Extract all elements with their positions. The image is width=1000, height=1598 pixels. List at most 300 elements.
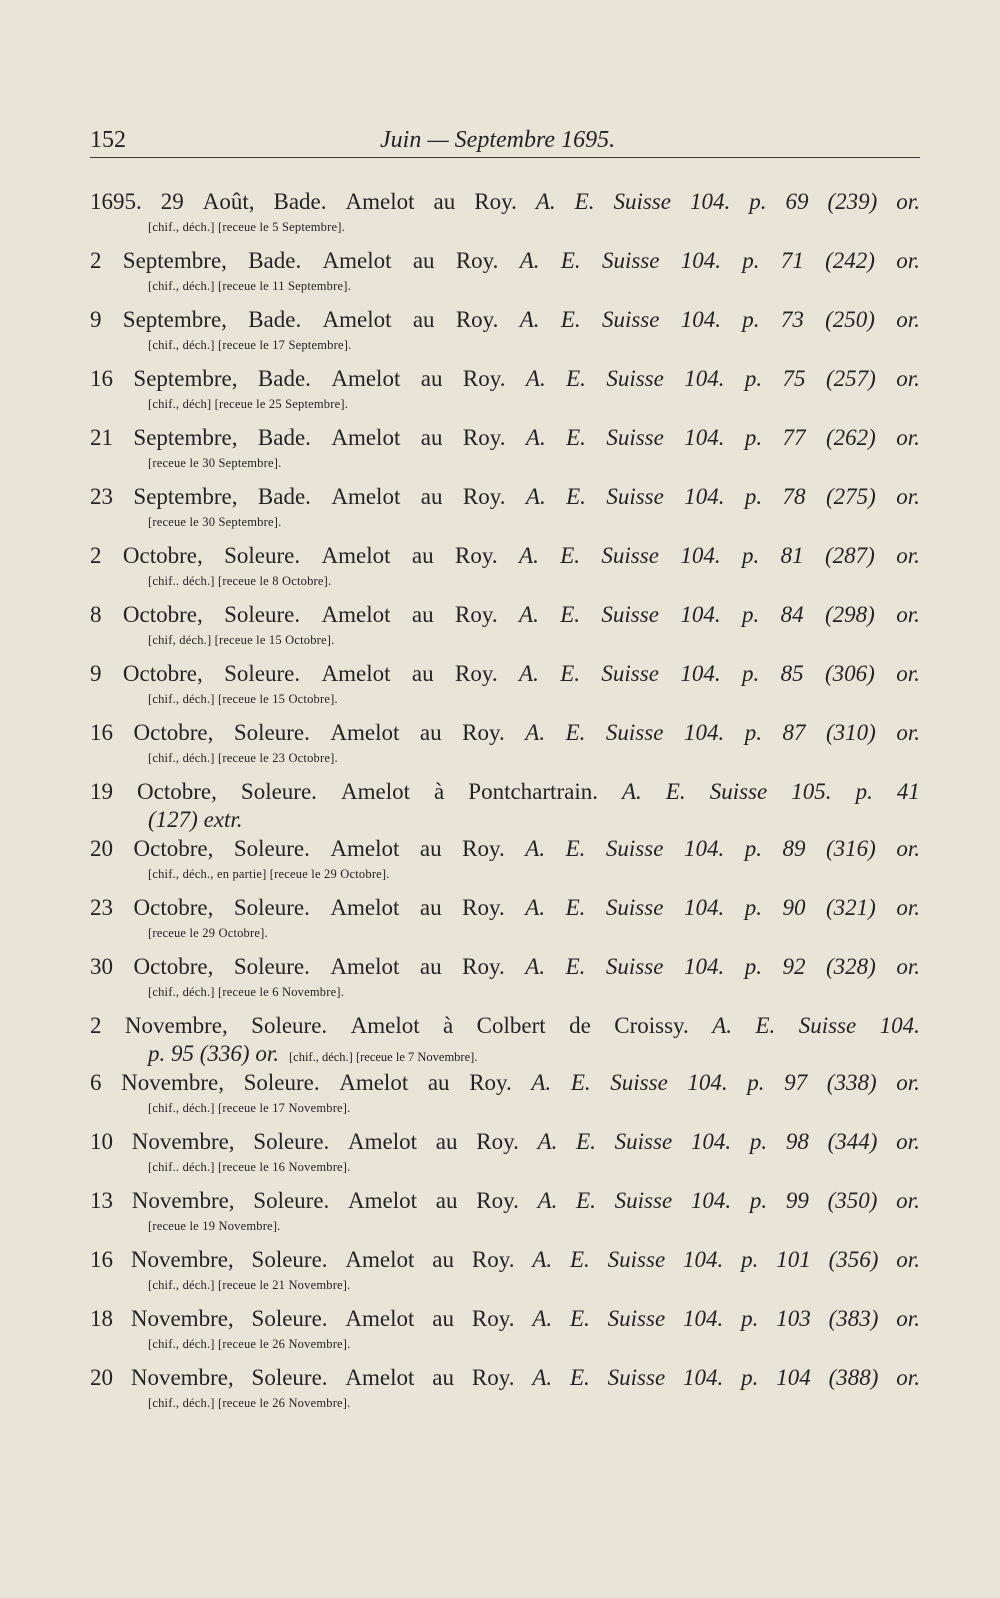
entry-word: E. xyxy=(566,425,586,450)
entry-word: Septembre, xyxy=(133,425,238,450)
entry xyxy=(90,422,920,481)
entry-word: Roy. xyxy=(471,1365,515,1390)
entry-word: au xyxy=(435,1188,458,1213)
entry-word: Colbert xyxy=(476,1013,546,1038)
entry xyxy=(90,363,920,422)
entry-word: or. xyxy=(896,954,920,979)
entry-word: p. xyxy=(744,484,763,509)
entry-word: à xyxy=(434,779,445,804)
entry-word: 99 xyxy=(785,1188,809,1213)
entry-word: E. xyxy=(566,366,586,391)
entry-word: Suisse xyxy=(605,954,664,979)
entry-word: p. xyxy=(744,720,762,745)
continuation-text: (127) extr. xyxy=(148,807,243,832)
entry-word: p. xyxy=(741,1365,759,1390)
entry-word: Octobre, xyxy=(133,836,214,861)
entry-word: Suisse xyxy=(709,779,768,804)
entry-line xyxy=(90,1010,920,1041)
entry-word: au xyxy=(420,425,443,450)
entry-line xyxy=(90,658,920,689)
entry-word: p. xyxy=(741,543,760,568)
entry-word: 18 xyxy=(90,1306,113,1331)
entry-note: [chif., déch.] [receue le 17 Novembre]. xyxy=(148,1101,351,1115)
entry-word: Amelot xyxy=(330,954,400,979)
entry-word: or. xyxy=(896,895,920,920)
entry-word: Roy. xyxy=(455,248,499,273)
entry-word: Roy. xyxy=(476,1129,519,1154)
entry-word: Octobre, xyxy=(133,954,214,979)
entry-note: [chif.. déch.] [receue le 16 Novembre]. xyxy=(148,1160,351,1174)
entry-word: Octobre, xyxy=(122,661,203,686)
entry-continuation xyxy=(90,807,920,833)
entry-word: E. xyxy=(570,1365,590,1390)
entry-word: Suisse xyxy=(606,484,664,509)
entry-word: 104. xyxy=(680,543,721,568)
entry-word: au xyxy=(419,836,442,861)
entry-word: Soleure. xyxy=(253,1188,330,1213)
entry xyxy=(90,481,920,540)
entry-word: Octobre, xyxy=(122,543,203,568)
entry-word: Amelot xyxy=(340,779,410,804)
entry-word: Suisse xyxy=(605,720,664,745)
entry-word: A. xyxy=(519,602,539,627)
entry-word: E. xyxy=(576,1129,596,1154)
entry-word: Amelot xyxy=(330,836,400,861)
entry xyxy=(90,1126,920,1185)
entry-word: (310) xyxy=(825,720,876,745)
entry-word: 104. xyxy=(690,1129,732,1154)
entry xyxy=(90,304,920,363)
entry xyxy=(90,1067,920,1126)
entry-word: Septembre, xyxy=(122,307,227,332)
entry-word: 30 xyxy=(90,954,113,979)
entries-list xyxy=(90,186,920,1421)
entry-word: 1695. xyxy=(90,189,142,214)
entry-word: p. xyxy=(744,366,763,391)
entry xyxy=(90,599,920,658)
entry-word: 103 xyxy=(776,1306,811,1331)
entry-word: Roy. xyxy=(462,425,506,450)
entry-word: E. xyxy=(565,836,586,861)
entry-word: E. xyxy=(570,1247,590,1272)
entry-word: or. xyxy=(896,1306,920,1331)
entry-word: or. xyxy=(896,1070,920,1095)
entry-word: Soleure. xyxy=(251,1247,328,1272)
entry-word: Amelot xyxy=(331,366,401,391)
entry-word: A. xyxy=(531,1070,552,1095)
entry-word: (350) xyxy=(827,1188,878,1213)
entry-word: or. xyxy=(896,720,920,745)
entry-word: 20 xyxy=(90,836,113,861)
entry-word: Suisse xyxy=(607,1306,666,1331)
entry xyxy=(90,1303,920,1362)
entry-word: Amelot xyxy=(322,307,392,332)
entry-word: au xyxy=(432,1247,454,1272)
entry-word: au xyxy=(419,954,442,979)
entry xyxy=(90,186,920,245)
entry-word: 89 xyxy=(782,836,806,861)
entry-word: 73 xyxy=(780,307,804,332)
entry-line xyxy=(90,951,920,982)
entry-word: or. xyxy=(896,484,920,509)
entry-word: Novembre, xyxy=(130,1365,234,1390)
entry-word: 104. xyxy=(684,484,725,509)
entry-word: Septembre, xyxy=(122,248,227,273)
entry-word: 104. xyxy=(683,836,725,861)
entry-word: or. xyxy=(896,543,920,568)
entry-line xyxy=(90,540,920,571)
entry-word: au xyxy=(435,1129,458,1154)
entry-word: (306) xyxy=(824,661,875,686)
entry-word: Suisse xyxy=(614,1188,673,1213)
page-header xyxy=(90,127,920,159)
entry-word: A. xyxy=(532,1306,553,1331)
entry-word: Soleure. xyxy=(233,836,310,861)
entry-word: 20 xyxy=(90,1365,113,1390)
entry-word: (356) xyxy=(828,1247,879,1272)
entry-word: au xyxy=(411,543,434,568)
entry-word: p. xyxy=(749,1129,768,1154)
entry-word: p. xyxy=(744,836,762,861)
entry-word: p. xyxy=(747,1070,765,1095)
entry-word: Amelot xyxy=(345,1306,415,1331)
entry-word: au xyxy=(419,895,442,920)
entry-line xyxy=(90,245,920,276)
entry-note: [chif., déch.] [receue le 23 Octobre]. xyxy=(148,751,338,765)
entry-word: Roy. xyxy=(455,307,499,332)
entry-word: Amelot xyxy=(321,661,391,686)
entry-word: Amelot xyxy=(339,1070,409,1095)
entry-line xyxy=(90,422,920,453)
entry-word: p. xyxy=(742,248,760,273)
entry-word: or. xyxy=(896,366,920,391)
entry-word: p. xyxy=(741,602,760,627)
entry-word: or. xyxy=(896,661,920,686)
entry-word: Soleure. xyxy=(251,1013,328,1038)
entry-word: Amelot xyxy=(321,543,391,568)
entry-word: Suisse xyxy=(607,1247,666,1272)
entry-word: A. xyxy=(519,661,539,686)
entry xyxy=(90,951,920,1010)
entry-word: (321) xyxy=(825,895,876,920)
entry-word: E. xyxy=(665,779,686,804)
entry-word: or. xyxy=(896,1247,920,1272)
entry-word: A. xyxy=(532,1247,553,1272)
entry-note: [chif., déch.] [receue le 26 Novembre]. xyxy=(148,1396,351,1410)
entry-word: Roy. xyxy=(462,836,505,861)
entry-word: 10 xyxy=(90,1129,113,1154)
entry-word: au xyxy=(411,602,434,627)
entry-word: (239) xyxy=(827,189,878,214)
entry-word: Amelot xyxy=(322,248,392,273)
entry-word: 77 xyxy=(782,425,806,450)
entry-word: 9 xyxy=(90,307,102,332)
entry-word: Octobre, xyxy=(133,720,214,745)
entry-word: Roy. xyxy=(474,189,517,214)
entry-word: A. xyxy=(525,484,546,509)
entry xyxy=(90,658,920,717)
entry-word: Septembre, xyxy=(133,366,238,391)
entry-word: 104. xyxy=(680,307,721,332)
entry-word: 81 xyxy=(780,543,804,568)
entry-word: Suisse xyxy=(607,1365,666,1390)
entry-word: 92 xyxy=(782,954,806,979)
entry-word: Novembre, xyxy=(124,1013,228,1038)
entry-word: Suisse xyxy=(614,1129,673,1154)
entry-word: 87 xyxy=(782,720,806,745)
entry-word: (338) xyxy=(826,1070,877,1095)
entry-line xyxy=(90,1126,920,1157)
entry-word: (287) xyxy=(824,543,875,568)
entry-word: 105. xyxy=(791,779,832,804)
entry-word: Octobre, xyxy=(122,602,203,627)
entry-word: Bade. xyxy=(257,484,311,509)
entry-word: Novembre, xyxy=(131,1129,235,1154)
entry-word: Novembre, xyxy=(130,1306,234,1331)
entry-word: 104. xyxy=(683,1365,724,1390)
entry-word: 41 xyxy=(896,779,920,804)
entry-word: p. xyxy=(744,425,763,450)
entry-word: Novembre, xyxy=(130,1247,234,1272)
entry-word: 71 xyxy=(780,248,804,273)
entry-note: [receue le 19 Novembre]. xyxy=(148,1219,281,1233)
entry-line xyxy=(90,304,920,335)
entry-word: Bade. xyxy=(248,307,302,332)
entry-word: Suisse xyxy=(601,307,660,332)
entry-word: 2 xyxy=(90,248,102,273)
entry-note: [chif., déch.] [receue le 11 Septembre]. xyxy=(148,279,351,293)
entry-word: au xyxy=(412,307,435,332)
entry-word: Suisse xyxy=(606,425,664,450)
entry-word: Soleure. xyxy=(224,661,301,686)
entry-word: au xyxy=(433,189,456,214)
entry-word: Roy. xyxy=(455,543,498,568)
entry-line xyxy=(90,599,920,630)
entry xyxy=(90,1010,920,1067)
entry-word: (328) xyxy=(825,954,876,979)
entry-word: Soleure. xyxy=(224,543,301,568)
entry-word: Suisse xyxy=(601,661,659,686)
entry-line xyxy=(90,481,920,512)
entry-word: 69 xyxy=(785,189,809,214)
entry-word: Soleure. xyxy=(251,1365,328,1390)
entry-word: E. xyxy=(565,895,586,920)
entry-word: Roy. xyxy=(462,484,506,509)
entry-word: 8 xyxy=(90,602,102,627)
entry-word: A. xyxy=(525,425,546,450)
entry-word: Amelot xyxy=(345,189,415,214)
entry-note: [chif., déch.] [receue le 5 Septembre]. xyxy=(148,220,345,234)
entry-word: 101 xyxy=(776,1247,811,1272)
entry-word: E. xyxy=(570,1306,590,1331)
entry-word: Octobre, xyxy=(133,895,214,920)
entry-word: Amelot xyxy=(331,425,401,450)
entry-word: Soleure. xyxy=(224,602,301,627)
entry-word: 16 xyxy=(90,366,113,391)
entry-word: or. xyxy=(896,307,920,332)
entry-word: E. xyxy=(560,307,581,332)
entry-word: E. xyxy=(574,189,595,214)
entry-word: 78 xyxy=(782,484,806,509)
entry-note: [chif., déch., en partie] [receue le 29 Octobre]. xyxy=(148,867,390,881)
entry-word: Amelot xyxy=(348,1129,418,1154)
entry-word: p. xyxy=(741,1306,759,1331)
entry-word: Roy. xyxy=(471,1247,515,1272)
entry-word: Roy. xyxy=(455,661,498,686)
entry-line xyxy=(90,1185,920,1216)
entry-word: Suisse xyxy=(610,1070,668,1095)
entry-word: 13 xyxy=(90,1188,113,1213)
entry-word: 104. xyxy=(690,1188,732,1213)
entry-word: or. xyxy=(896,602,920,627)
entry-word: 104. xyxy=(689,189,731,214)
entry xyxy=(90,892,920,951)
entry-word: E. xyxy=(560,543,581,568)
entry-word: or. xyxy=(896,425,920,450)
entry-word: au xyxy=(411,661,434,686)
entry-word: (250) xyxy=(825,307,875,332)
entry-line xyxy=(90,186,920,217)
entry-word: Novembre, xyxy=(131,1188,235,1213)
entry-word: (316) xyxy=(825,836,876,861)
entry-word: Suisse xyxy=(606,366,664,391)
entry xyxy=(90,1244,920,1303)
entry-word: au xyxy=(427,1070,450,1095)
entry-word: p. xyxy=(749,1188,768,1213)
entry-word: or. xyxy=(896,1365,920,1390)
entry-word: 104. xyxy=(680,248,721,273)
entry-line xyxy=(90,1362,920,1393)
entry-word: Roy. xyxy=(476,1188,519,1213)
entry-word: Août, xyxy=(202,189,255,214)
entry-word: (275) xyxy=(825,484,876,509)
entry-word: 104. xyxy=(687,1070,728,1095)
entry-line xyxy=(90,892,920,923)
entry-word: E. xyxy=(560,661,581,686)
entry-word: 23 xyxy=(90,895,113,920)
entry-word: à xyxy=(443,1013,454,1038)
entry-word: Octobre, xyxy=(137,779,217,804)
entry-word: 84 xyxy=(780,602,804,627)
entry-word: or. xyxy=(896,1188,920,1213)
entry xyxy=(90,717,920,776)
entry xyxy=(90,1362,920,1421)
entry-word: Suisse xyxy=(605,895,664,920)
entry-word: p. xyxy=(749,189,767,214)
entry-word: (298) xyxy=(824,602,875,627)
entry-word: Amelot xyxy=(330,720,400,745)
entry-word: Roy. xyxy=(462,895,505,920)
entry-word: (242) xyxy=(825,248,875,273)
entry-word: Amelot xyxy=(348,1188,418,1213)
entry-word: Soleure. xyxy=(233,720,310,745)
entry-word: E. xyxy=(755,1013,776,1038)
entry-word: 104. xyxy=(683,895,725,920)
entry-word: au xyxy=(419,720,442,745)
entry-word: A. xyxy=(525,720,546,745)
entry-word: (344) xyxy=(827,1129,878,1154)
entry-word: 75 xyxy=(782,366,806,391)
entry-word: au xyxy=(412,248,435,273)
entry-note: [chif., déch.] [receue le 6 Novembre]. xyxy=(148,985,345,999)
entry-note: [chif, déch.] [receue le 15 Octobre]. xyxy=(148,633,335,647)
entry-word: 85 xyxy=(780,661,804,686)
entry-word: 90 xyxy=(782,895,806,920)
entry-line xyxy=(90,717,920,748)
entry-word: 104. xyxy=(683,1247,724,1272)
entry-word: p. xyxy=(855,779,873,804)
entry-word: 104. xyxy=(684,425,725,450)
entry-word: de xyxy=(569,1013,591,1038)
entry-word: Bade. xyxy=(257,425,311,450)
entry-word: E. xyxy=(560,248,581,273)
entry-word: Croissy. xyxy=(614,1013,689,1038)
entry-word: E. xyxy=(570,1070,591,1095)
entry-word: Soleure. xyxy=(251,1306,328,1331)
entry-line xyxy=(90,833,920,864)
entry-word: p. xyxy=(741,661,760,686)
entry-note: [chif., déch.] [receue le 7 Novembre]. xyxy=(288,1050,478,1064)
entry-word: A. xyxy=(519,307,540,332)
entry-word: A. xyxy=(537,1188,558,1213)
page-number: 152 xyxy=(90,127,126,153)
entry-word: 104. xyxy=(683,1306,724,1331)
entry-word: Suisse xyxy=(601,248,660,273)
entry-word: or. xyxy=(896,189,920,214)
entry-note: [chif., déch.] [receue le 17 Septembre]. xyxy=(148,338,352,352)
entry-word: 19 xyxy=(90,779,113,804)
entry-word: Roy. xyxy=(462,954,505,979)
entry-word: Bade. xyxy=(257,366,311,391)
entry-word: 9 xyxy=(90,661,102,686)
entry-note: [receue le 30 Septembre]. xyxy=(148,515,282,529)
entry-word: 104. xyxy=(879,1013,920,1038)
entry-word: p. xyxy=(744,895,762,920)
entry-word: 29 xyxy=(160,189,184,214)
entry-word: A. xyxy=(519,543,539,568)
entry-word: A. xyxy=(622,779,642,804)
entry-word: Roy. xyxy=(462,720,505,745)
entry-word: A. xyxy=(532,1365,553,1390)
entry-note: [chif., déch.] [receue le 21 Novembre]. xyxy=(148,1278,351,1292)
entry xyxy=(90,776,920,833)
entry-word: 21 xyxy=(90,425,113,450)
entry-word: Soleure. xyxy=(233,954,310,979)
entry-note: [chif., déch] [receue le 25 Septembre]. xyxy=(148,397,349,411)
entry-word: au xyxy=(432,1306,454,1331)
entry-word: Roy. xyxy=(455,602,498,627)
entry-word: A. xyxy=(525,895,546,920)
entry-word: 98 xyxy=(785,1129,809,1154)
entry-word: p. xyxy=(741,1247,759,1272)
entry-word: Roy. xyxy=(471,1306,515,1331)
entry-word: Suisse xyxy=(613,189,671,214)
entry-word: 104. xyxy=(684,366,725,391)
entry-word: Amelot xyxy=(330,895,400,920)
entry-word: (383) xyxy=(828,1306,879,1331)
entry xyxy=(90,1185,920,1244)
entry-word: 23 xyxy=(90,484,113,509)
entry-word: 16 xyxy=(90,720,113,745)
entry-word: A. xyxy=(525,836,546,861)
entry-word: Novembre, xyxy=(121,1070,224,1095)
entry-word: 2 xyxy=(90,1013,102,1038)
entry xyxy=(90,245,920,304)
entry-word: Soleure. xyxy=(243,1070,320,1095)
entry-line xyxy=(90,1244,920,1275)
entry-word: 2 xyxy=(90,543,102,568)
entry-word: au xyxy=(420,366,443,391)
